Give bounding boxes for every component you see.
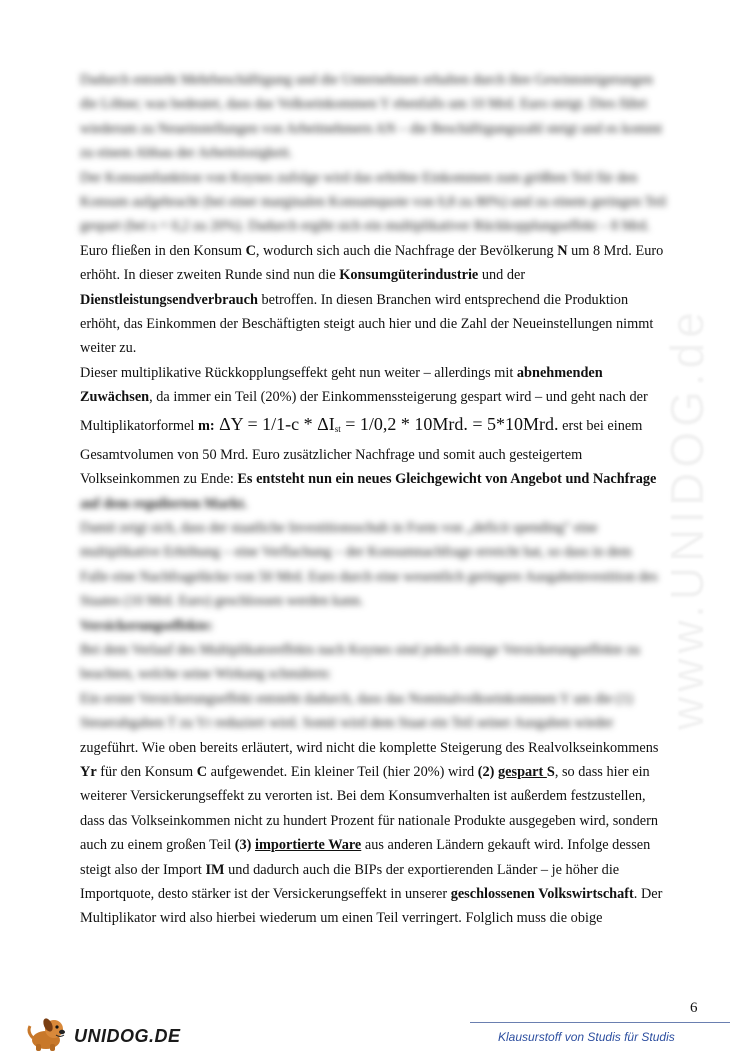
dog-mascot-icon bbox=[26, 1016, 70, 1052]
text-run: steigt also der Import bbox=[80, 861, 206, 878]
text-line: Gesamtvolumen von 50 Mrd. Euro zusätzlicher Nachfrage und somit auch gesteigertem bbox=[80, 446, 583, 463]
text-run: . Der bbox=[633, 886, 663, 902]
bold-run: C bbox=[245, 242, 256, 259]
text-run: Euro fließen in den Konsum bbox=[80, 242, 246, 259]
footer-divider bbox=[470, 1022, 730, 1023]
bold-run: C bbox=[196, 763, 208, 780]
text-run: auch zu einem großen Teil bbox=[80, 837, 235, 854]
bold-run: abnehmenden bbox=[516, 364, 603, 381]
formula-line bbox=[80, 410, 680, 443]
underlined-run: gespart bbox=[498, 763, 547, 780]
text-run: Multiplikatorformel bbox=[80, 417, 198, 434]
text-line: Multiplikator wird also hierbei wiederum um einen Teil verringert. Folglich muss die obige bbox=[80, 910, 603, 927]
blurred-line: Konsum aufgebracht (bei einer marginalen Konsumquote von 0,8 zu 80%) und zu einem geringen Teil bbox=[80, 194, 667, 211]
text-line bbox=[80, 833, 680, 857]
bold-run: Konsumgüterindustrie bbox=[339, 267, 479, 284]
blurred-line: beachten, welche seine Wirkung schmälern: bbox=[80, 666, 332, 683]
bold-run: (2) bbox=[477, 763, 499, 780]
underlined-run: importierte Ware bbox=[255, 837, 362, 854]
text-run: für den Konsum bbox=[96, 763, 197, 780]
text-run: aufgewendet. Ein kleiner Teil (hier 20%) wird bbox=[207, 763, 478, 780]
text-run: Volkseinkommen zu Ende: bbox=[80, 471, 238, 488]
text-run: , so dass hier ein bbox=[554, 763, 650, 780]
text-line: dass das Volkseinkommen nicht zu hundert Prozent für nationale Produkte ausgegeben wird, sondern bbox=[80, 812, 658, 829]
bold-run: (3) bbox=[234, 837, 256, 854]
bold-run: geschlossenen Volkswirtschaft bbox=[450, 886, 634, 902]
text-run: Importquote, desto stärker ist der Versickerungseffekt in unserer bbox=[80, 886, 451, 902]
text-run: erst bei einem bbox=[558, 417, 643, 434]
blurred-top-section bbox=[80, 68, 680, 239]
text-line: weiterer Versickerungseffekt zu verorten ist. Bei dem Konsumverhalten ist außerdem festzustellen, bbox=[80, 788, 646, 805]
blurred-line: auf dem regulierten Markt. bbox=[80, 495, 248, 512]
text-run: um 8 Mrd. Euro bbox=[567, 242, 664, 259]
text-line bbox=[80, 239, 680, 263]
bold-run: m: bbox=[197, 417, 215, 434]
formula-text: = 1/0,2 * 10Mrd. = 5*10Mrd. bbox=[340, 413, 559, 434]
page-content bbox=[80, 68, 680, 931]
blurred-line: Dadurch entsteht Mehrbeschäftigung und die Unternehmen erhalten durch ihre Gewinnsteigerungen bbox=[80, 72, 653, 88]
formula-subscript: st bbox=[334, 423, 341, 434]
blurred-line: Der Konsumfunktion von Keynes zufolge wird das erhöhte Einkommen zum größten Teil für den bbox=[80, 169, 638, 186]
text-line: weiter zu. bbox=[80, 340, 137, 357]
text-line bbox=[80, 882, 680, 906]
clear-bottom-section bbox=[80, 736, 680, 931]
text-line bbox=[80, 385, 680, 409]
blurred-middle-section bbox=[80, 492, 680, 736]
bold-run: N bbox=[557, 242, 568, 259]
blurred-line: zu einem Abbau der Arbeitslosigkeit. bbox=[80, 145, 293, 162]
blurred-line: Falle eine Nachfragelücke von 50 Mrd. Euro durch eine wesentlich geringere Ausgabeinvestition des bbox=[80, 568, 658, 585]
blurred-line: Ein erster Versickerungseffekt entsteht dadurch, dass das Nominalvolkseinkommen Y um die (1) bbox=[80, 690, 633, 707]
text-run: erhöht. In dieser zweiten Runde sind nun die bbox=[80, 267, 340, 284]
blurred-line: gespart (bei s = 0,2 zu 20%). Dadurch ergibt sich ein multiplikativer Rückkopplungseffekt – 8 Mrd. bbox=[80, 218, 650, 235]
footer-tagline: Klausurstoff von Studis für Studis bbox=[498, 1030, 675, 1044]
text-line: erhöht, das Einkommen der Beschäftigten steigt auch hier und die Zahl der Neueinstellungen nimmt bbox=[80, 316, 654, 333]
page-number: 6 bbox=[690, 1000, 698, 1016]
blurred-line: Bei dem Verlauf des Multiplikatoreffekts nach Keynes sind jedoch einige Versickerungseffekte zu bbox=[80, 641, 640, 658]
blurred-line: Damit zeigt sich, dass der staatliche Investitionsschub in Form von „deficit spending" eine bbox=[80, 519, 598, 536]
text-line bbox=[80, 288, 680, 312]
blurred-line: die Löhne; was bedeutet, dass das Volkseinkommen Y ebenfalls um 10 Mrd. Euro steigt. Dies führt bbox=[80, 96, 648, 113]
bold-run: IM bbox=[205, 861, 225, 878]
text-run: , wodurch sich auch die Nachfrage der Bevölkerung bbox=[255, 242, 558, 259]
bold-run: Zuwächsen bbox=[80, 389, 150, 406]
bold-run: Yr bbox=[80, 763, 97, 780]
text-line bbox=[80, 263, 680, 287]
text-line bbox=[80, 858, 680, 882]
text-run: und der bbox=[478, 267, 526, 284]
unidog-logo[interactable] bbox=[26, 1016, 181, 1052]
bold-run: S bbox=[546, 763, 555, 780]
blurred-heading: Versickerungseffekte: bbox=[80, 617, 213, 634]
bold-run: Es entsteht nun ein neues Gleichgewicht von Angebot und Nachfrage bbox=[237, 471, 657, 488]
text-line bbox=[80, 361, 680, 385]
blurred-line: multiplikative Erhöhung – eine Verflachung – der Konsumnachfrage erreicht hat, so dass in dem bbox=[80, 544, 632, 561]
blurred-line: Steuerabgaben T zu Yr reduziert wird. Somit wird dem Staat ein Teil seiner Ausgaben wieder bbox=[80, 715, 614, 732]
text-run: Dieser multiplikative Rückkopplungseffekt geht nun weiter – allerdings mit bbox=[80, 364, 517, 381]
bold-run: Dienstleistungsendverbrauch bbox=[80, 291, 258, 308]
clear-middle-section bbox=[80, 239, 680, 492]
text-line bbox=[80, 467, 680, 491]
blurred-line: wiederum zu Neueinstellungen von Arbeitnehmern AN – die Beschäftigungszahl steigt und es kommt bbox=[80, 120, 663, 137]
text-run: , da immer ein Teil (20%) der Einkommenssteigerung gespart wird – und geht nach der bbox=[149, 389, 648, 406]
text-run: betroffen. In diesen Branchen wird entsprechend die Produktion bbox=[257, 291, 629, 308]
logo-text: UNIDOG.DE bbox=[74, 1026, 181, 1046]
formula-text: ΔY = 1/1-c * ΔI bbox=[214, 413, 335, 434]
text-line bbox=[80, 760, 680, 784]
text-line: zugeführt. Wie oben bereits erläutert, wird nicht die komplette Steigerung des Realvolkseinkommens bbox=[80, 739, 659, 756]
text-run: und dadurch auch die BIPs der exportierenden Länder – je höher die bbox=[224, 861, 620, 878]
text-run: aus anderen Ländern gekauft wird. Infolge dessen bbox=[361, 837, 651, 854]
blurred-line: Staates (10 Mrd. Euro) geschlossen werden kann. bbox=[80, 593, 364, 610]
watermark: www.UNIDOG.de bbox=[661, 307, 713, 730]
